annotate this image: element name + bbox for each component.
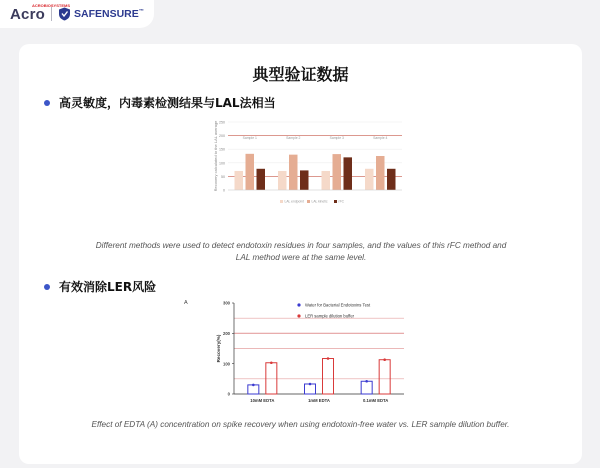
bar (289, 155, 298, 190)
bar (305, 384, 316, 394)
x-tick-label: 0.1mM EDTA (363, 398, 389, 403)
y-tick-label: 0 (227, 391, 230, 397)
bar (322, 171, 331, 190)
legend-label: LER sample dilution buffer (305, 313, 355, 319)
data-point (327, 357, 330, 360)
bar (323, 359, 334, 394)
y-tick-label: 50 (221, 174, 225, 179)
y-tick-label: 150 (219, 147, 225, 152)
page-title: 典型验证数据 (252, 65, 349, 84)
panel-label: A (184, 300, 188, 306)
data-point (383, 358, 386, 361)
x-tick-label: Sample 1 (242, 135, 257, 140)
chart-edta-recovery (182, 298, 422, 416)
caption-edta-recovery: Effect of EDTA (A) concentration on spike recovery when using endotoxin-free water vs. LER sample dilution buffer. (91, 420, 510, 429)
x-tick-label: Sample 3 (329, 135, 344, 140)
y-axis-label: Recovery(%) (216, 334, 221, 363)
y-axis-label: Recovery calculated to the LAL average (213, 120, 218, 192)
legend-swatch (280, 200, 283, 203)
data-point (309, 383, 312, 386)
bar (333, 154, 342, 190)
y-tick-label: 200 (223, 331, 230, 337)
bar (235, 171, 244, 190)
top-bar (0, 0, 600, 28)
bar (246, 154, 255, 190)
y-tick-label: 0 (223, 188, 225, 193)
data-point (252, 384, 255, 387)
y-tick-label: 100 (223, 361, 230, 367)
data-point (270, 361, 273, 364)
legend-swatch (334, 200, 337, 203)
legend-label: Water for Bacterial Endotoxins Test (305, 302, 371, 308)
section-heading-text: 有效消除LER风险 (59, 280, 157, 294)
section-heading-sensitivity (44, 94, 276, 111)
bullet-dot (44, 284, 50, 290)
data-point (365, 380, 368, 383)
x-tick-label: 10mM EDTA (250, 398, 275, 403)
bar (300, 170, 309, 190)
y-tick-label: 100 (219, 161, 225, 166)
y-tick-label: 250 (219, 120, 225, 125)
bar (344, 157, 353, 190)
x-tick-label: Sample 2 (286, 135, 301, 140)
bar (376, 156, 385, 190)
bar (361, 381, 372, 394)
caption-lal-comparison: Different methods were used to detect endotoxin residues in four samples, and the values of this rFC method and LAL method were at the same level. (95, 241, 507, 262)
bar (379, 360, 390, 394)
chart-lal-comparison (192, 116, 408, 221)
legend-marker (297, 303, 300, 306)
y-tick-label: 200 (219, 134, 225, 139)
bar (278, 171, 287, 190)
bar (248, 385, 259, 394)
acro-logo-text: Acro (10, 5, 45, 23)
bar (387, 169, 396, 190)
y-tick-label: 300 (223, 300, 230, 306)
bar (365, 169, 374, 190)
acro-logo-small-text: ACROBIOSYSTEMS (32, 2, 71, 8)
x-tick-label: Sample 4 (373, 135, 388, 140)
legend-swatch (307, 200, 310, 203)
x-tick-label: 1mM EDTA (308, 398, 330, 403)
content-card (19, 44, 582, 464)
legend-label: LAL kinetic (311, 199, 328, 204)
safensure-logo (58, 7, 144, 21)
legend-label: rFC (338, 199, 344, 204)
bullet-dot (44, 100, 50, 106)
brand-logos (0, 0, 154, 28)
logo-divider (51, 7, 52, 21)
section-heading-ler (44, 278, 156, 295)
shield-icon (58, 7, 71, 21)
bar (257, 169, 266, 190)
legend-label: LAL endpoint (284, 199, 304, 204)
section-heading-text: 高灵敏度，内毒素检测结果与LAL法相当 (59, 96, 276, 110)
safensure-logo-text: SAFENSURE™ (73, 8, 144, 20)
acro-logo (10, 2, 71, 23)
legend-marker (297, 314, 300, 317)
bar (266, 363, 277, 394)
